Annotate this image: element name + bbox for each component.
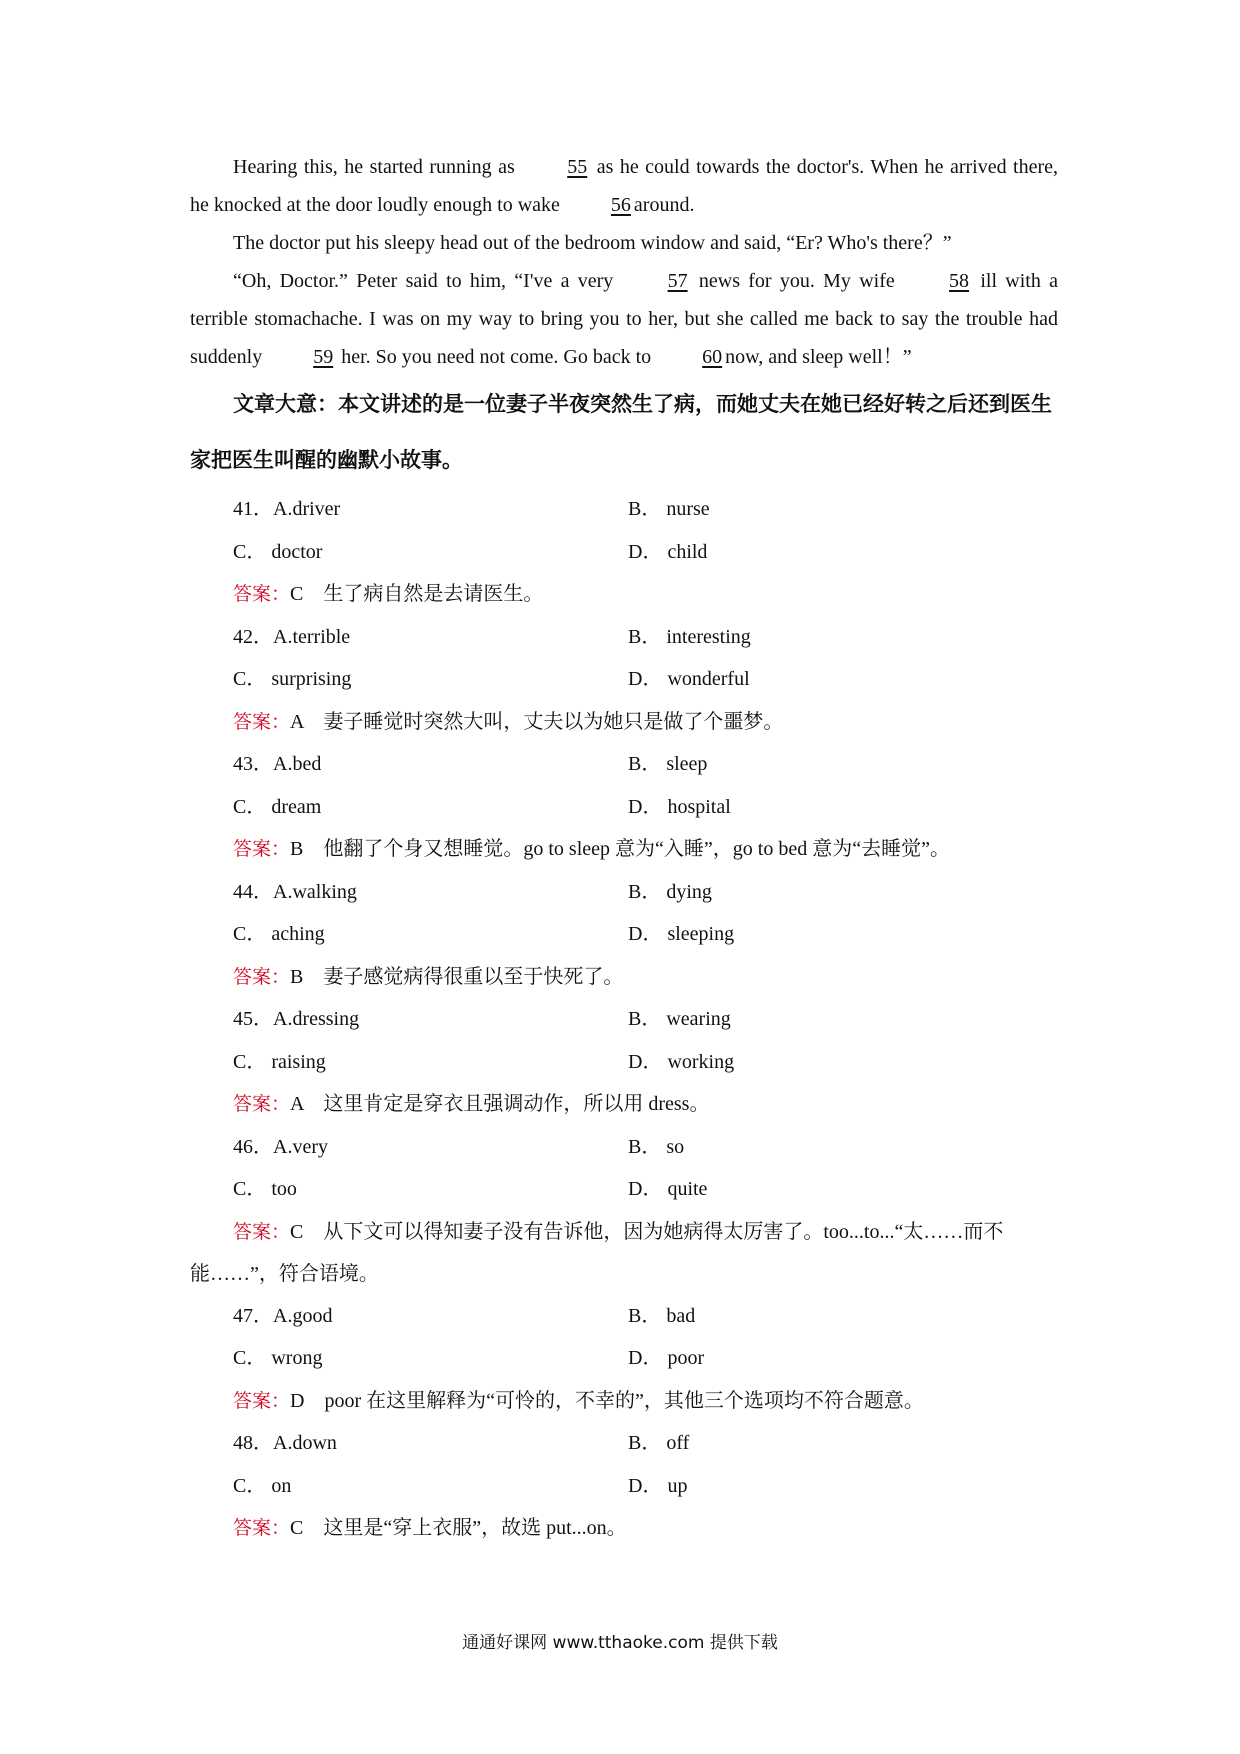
question-46: [190, 1126, 1058, 1295]
answer-label: 答案：: [233, 1093, 291, 1115]
answer-label: 答案：: [233, 583, 291, 605]
answer-text: B 他翻了个身又想睡觉。go to sleep 意为“入睡”，go to bed 意为“去睡觉”。: [290, 838, 950, 860]
text-span: around.: [633, 194, 695, 216]
question-45: [190, 998, 1058, 1126]
blank-56: 56: [610, 194, 631, 216]
blank-55: 55: [567, 156, 588, 178]
option-b: B． bad: [628, 1304, 696, 1327]
option-b: B． nurse: [628, 498, 710, 520]
option-b: B． sleep: [628, 753, 708, 775]
answer-text: C 生了病自然是去请医生。: [290, 583, 544, 605]
option-a: 44．A.walking: [233, 880, 357, 903]
answer-text: C 从下文可以得知妻子没有告诉他，因为她病得太厉害了。too...to...“太……而不能……”，符合语境。: [190, 1220, 1004, 1285]
option-b: B． dying: [628, 880, 712, 903]
answer-text: A 妻子睡觉时突然大叫，丈夫以为她只是做了个噩梦。: [290, 710, 784, 733]
answer-label: 答案：: [233, 710, 291, 733]
summary-paragraph: 文章大意：本文讲述的是一位妻子半夜突然生了病，而她丈夫在她已经好转之后还到医生家把医生叫醒的幽默小故事。: [190, 392, 1052, 472]
answer-line: [190, 573, 1058, 616]
blank-58: 58: [949, 270, 970, 292]
answer-line: [190, 828, 1058, 871]
question-48: [190, 1422, 1058, 1550]
option-c: C． wrong: [233, 1347, 323, 1369]
option-a: 43．A.bed: [233, 753, 322, 775]
option-c: C． raising: [233, 1050, 326, 1073]
option-c: C． aching: [233, 923, 325, 945]
text-span: “Oh, Doctor.” Peter said to him, “I've a very: [233, 270, 622, 292]
answer-label: 答案：: [233, 1220, 291, 1243]
option-d: D． wonderful: [628, 668, 750, 690]
text-span: news for you. My wife: [690, 270, 904, 292]
passage-paragraph-1: [190, 148, 1058, 224]
passage-paragraph-2: The doctor put his sleepy head out of the bedroom window and said, “Er? Who's there？”: [233, 232, 952, 254]
option-b: B． wearing: [628, 1008, 731, 1030]
text-span: Hearing this, he started running as: [233, 156, 522, 178]
text-span: ill with a terrible stomachache. I was on my way to bring you to her, but she called me back to say the trouble had suddenly: [190, 270, 1058, 368]
answer-text: D poor 在这里解释为“可怜的，不幸的”，其他三个选项均不符合题意。: [290, 1389, 924, 1412]
option-d: D． working: [628, 1050, 735, 1073]
option-d: D． sleeping: [628, 923, 735, 945]
answer-line: [190, 1507, 1058, 1550]
blank-57: 57: [667, 270, 688, 292]
option-d: D． hospital: [628, 795, 731, 818]
option-b: B． interesting: [628, 625, 751, 648]
answer-line: [190, 1083, 1058, 1126]
document-page: [190, 148, 1058, 1550]
answer-line: [190, 1380, 1058, 1423]
question-44: [190, 871, 1058, 999]
answer-line: [190, 701, 1058, 744]
answer-label: 答案：: [233, 1517, 291, 1539]
text-span: her. So you need not come. Go back to: [336, 346, 657, 368]
blank-60: 60: [702, 346, 723, 368]
question-41: [190, 488, 1058, 616]
answer-text: A 这里肯定是穿衣且强调动作，所以用 dress。: [290, 1093, 710, 1115]
answer-text: C 这里是“穿上衣服”，故选 put...on。: [290, 1517, 627, 1539]
option-d: D． quite: [628, 1178, 708, 1200]
page-footer: 通通好课网 www.tthaoke.com 提供下载: [462, 1633, 778, 1653]
passage-paragraph-3: [190, 262, 1058, 376]
option-d: D． child: [628, 540, 708, 563]
option-a: 45．A.dressing: [233, 1008, 360, 1030]
question-42: [190, 616, 1058, 744]
blank-59: 59: [313, 346, 334, 368]
answer-line: [190, 1211, 1058, 1295]
option-c: C． dream: [233, 795, 322, 818]
option-c: C． surprising: [233, 668, 352, 690]
option-a: 46．A.very: [233, 1135, 328, 1158]
option-c: C． too: [233, 1178, 297, 1200]
option-c: C． on: [233, 1474, 292, 1497]
option-d: D． poor: [628, 1347, 705, 1369]
answer-line: [190, 956, 1058, 999]
option-a: 42．A.terrible: [233, 625, 351, 648]
answer-text: B 妻子感觉病得很重以至于快死了。: [290, 965, 624, 988]
question-list: [190, 488, 1058, 1550]
answer-label: 答案：: [233, 965, 291, 988]
option-d: D． up: [628, 1474, 688, 1497]
option-a: 48．A.down: [233, 1432, 337, 1454]
question-43: [190, 743, 1058, 871]
text-span: now, and sleep well！”: [725, 346, 912, 368]
option-a: 41．A.driver: [233, 498, 341, 520]
option-c: C． doctor: [233, 540, 323, 563]
text-span: as he could towards the doctor's. When he arrived there, he knocked at the door loudly enough to wake: [190, 156, 1059, 216]
option-a: 47．A.good: [233, 1304, 333, 1327]
option-b: B． so: [628, 1135, 685, 1158]
option-b: B． off: [628, 1432, 690, 1454]
answer-label: 答案：: [233, 838, 291, 860]
answer-label: 答案：: [233, 1389, 291, 1412]
question-47: [190, 1295, 1058, 1423]
